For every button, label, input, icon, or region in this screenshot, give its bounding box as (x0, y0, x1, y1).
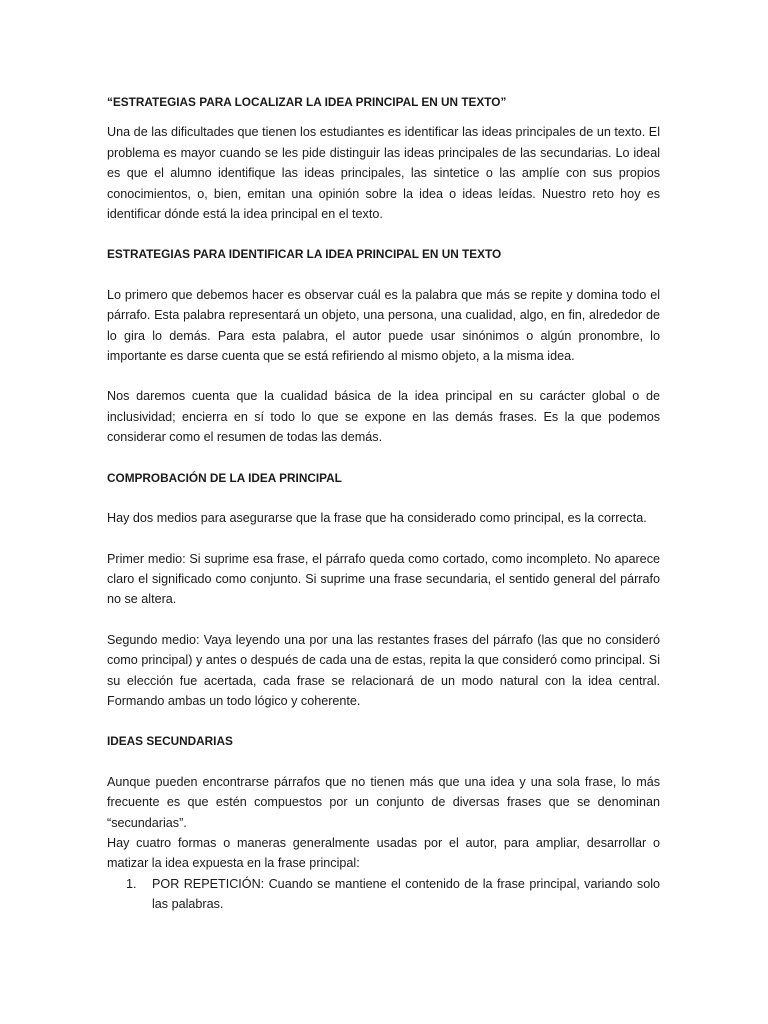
section1-paragraph-2: Nos daremos cuenta que la cualidad básica de la idea principal en su carácter global o de inclusividad; encierra en sí todo lo que se expone en las demás frases. Es la que podemos considerar como el resumen de todas las demás. (107, 389, 660, 445)
section3-paragraph-2: Hay cuatro formas o maneras generalmente usadas por el autor, para ampliar, desarrollar o matizar la idea expuesta en la frase principal: (107, 835, 660, 871)
section2-paragraph-2: Primer medio: Si suprime esa frase, el párrafo queda como cortado, como incompleto. No aparece claro el significado como conjunto. Si suprime una frase secundaria, el sentido general del párrafo no se altera. (107, 551, 660, 607)
section1-paragraph-1: Lo primero que debemos hacer es observar cuál es la palabra que más se repite y domina todo el párrafo. Esta palabra representará un objeto, una persona, una cualidad, algo, en fin, alrededor de lo gira lo demás. Para esta palabra, el autor puede usar sinónimos o algún pronombre, lo importante es darse cuenta que se está refiriendo al mismo objeto, a la misma idea. (107, 287, 660, 364)
list-item-text: POR REPETICIÓN: Cuando se mantiene el contenido de la frase principal, variando solo las palabras. (152, 876, 660, 912)
section-heading-ideas-secundarias: IDEAS SECUNDARIAS (107, 734, 233, 749)
document-title: “ESTRATEGIAS PARA LOCALIZAR LA IDEA PRINCIPAL EN UN TEXTO” (107, 95, 507, 109)
ordered-list (107, 874, 660, 915)
section-heading-comprobacion: COMPROBACIÓN DE LA IDEA PRINCIPAL (107, 470, 342, 485)
section3-paragraph-1: Aunque pueden encontrarse párrafos que no tienen más que una idea y una sola frase, lo más frecuente es que estén compuestos por un conjunto de diversas frases que se denominan “secundarias”. (107, 774, 660, 830)
list-item-number: 1. (126, 876, 137, 891)
section-heading-estrategias: ESTRATEGIAS PARA IDENTIFICAR LA IDEA PRINCIPAL EN UN TEXTO (107, 247, 502, 262)
document-page (107, 92, 660, 915)
list-item (107, 874, 660, 915)
section2-paragraph-3: Segundo medio: Vaya leyendo una por una las restantes frases del párrafo (las que no consideró como principal) y antes o después de cada una de estas, repita la que consideró como principal. Si su elección fue acertada, cada frase se relacionará de un modo natural con la idea central. Formando ambas un todo lógico y coherente. (107, 632, 660, 708)
section2-paragraph-1: Hay dos medios para asegurarse que la frase que ha considerado como principal, es la correcta. (107, 511, 647, 526)
intro-paragraph: Una de las dificultades que tienen los estudiantes es identificar las ideas principales de un texto. El problema es mayor cuando se les pide distinguir las ideas principales de las secundarias. Lo ideal es que el alumno identifique las ideas principales, las sintetice o las amplíe con sus propios conocimientos, o, bien, emitan una opinión sobre la idea o ideas leídas. Nuestro reto hoy es identificar dónde está la idea principal en el texto. (107, 125, 660, 222)
